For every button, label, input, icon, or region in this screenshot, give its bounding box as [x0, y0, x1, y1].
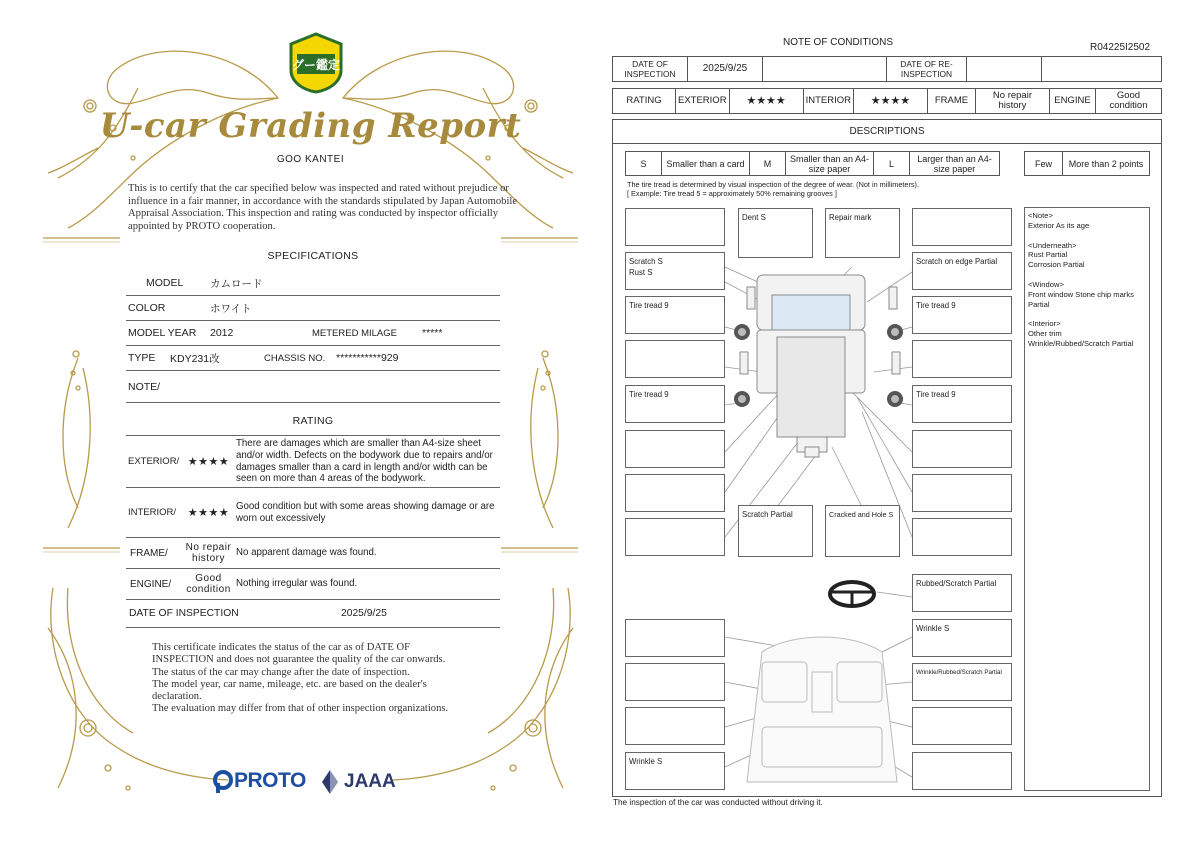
type-label: TYPE	[128, 352, 156, 364]
empty-cell	[763, 57, 887, 82]
color-label: COLOR	[128, 302, 166, 314]
disclaimer-line: INSPECTION and does not guarantee the quality of the car onwards.	[152, 654, 446, 666]
type-value: KDY231改	[170, 352, 220, 365]
report-title: U-car Grading Report	[99, 106, 522, 146]
disclaimer	[152, 642, 492, 716]
legend-m-desc: Smaller than an A4-size paper	[786, 152, 874, 176]
color-value: ホワイト	[210, 302, 252, 315]
rating-label: RATING	[613, 89, 676, 114]
rating-row-interior	[126, 488, 500, 538]
date-of-inspection-value: 2025/9/25	[341, 608, 387, 619]
note-underneath: <Underneath> Rust Partial Corrosion Partial	[1028, 240, 1085, 270]
jaaa-logo	[320, 769, 396, 795]
goo-kantei-badge-icon	[287, 32, 345, 94]
damage-box-empty	[912, 340, 1012, 378]
damage-box-empty	[625, 430, 725, 468]
frame-value: No repair history	[975, 89, 1049, 114]
damage-box-empty	[625, 619, 725, 657]
damage-box-empty	[912, 208, 1012, 246]
damage-box-empty	[625, 340, 725, 378]
date-of-inspection-label: DATE OF INSPECTION	[613, 57, 688, 82]
note-interior: <Interior> Other trim Wrinkle/Rubbed/Scratch Partial	[1028, 319, 1134, 348]
spec-row-model-year	[126, 321, 500, 346]
damage-box-empty	[912, 707, 1012, 745]
legend-l-desc: Larger than an A4-size paper	[910, 152, 1000, 176]
model-year-value: 2012	[210, 327, 234, 339]
damage-box-tire-rear-right: Tire tread 9	[912, 385, 1012, 423]
interior-grade: ★★★★	[187, 507, 230, 519]
rating-row-frame	[126, 538, 500, 569]
damage-box-tire-front-left: Tire tread 9	[625, 296, 725, 334]
size-legend-table	[625, 151, 1000, 176]
spec-row-color	[126, 296, 500, 321]
report-number: R04225I2502	[1090, 42, 1151, 53]
disclaimer-line: The status of the car may change after the date of inspection.	[152, 666, 410, 678]
damage-box-empty	[625, 518, 725, 556]
inspection-footer-note: The inspection of the car was conducted without driving it.	[613, 798, 823, 807]
engine-description: Nothing irregular was found.	[236, 578, 358, 590]
empty-cell	[1042, 57, 1162, 82]
damage-box-tire-rear-left: Tire tread 9	[625, 385, 725, 423]
damage-box-tire-front-right: Tire tread 9	[912, 296, 1012, 334]
rating-row-engine	[126, 569, 500, 600]
damage-box-cracked-hole: Cracked and Hole S	[825, 505, 900, 557]
tire-note-line: The tire tread is determined by visual inspection of the degree of wear. (Not in millimeters).	[627, 180, 920, 189]
steering-wheel-icon	[830, 582, 874, 606]
model-label: MODEL	[146, 277, 184, 289]
engine-label: ENGINE	[1049, 89, 1095, 114]
few-legend-table	[1024, 151, 1150, 176]
legend-l: L	[874, 152, 910, 176]
frame-description: No apparent damage was found.	[236, 547, 377, 559]
engine-grade: Good condition	[186, 573, 231, 595]
disclaimer-line: This certificate indicates the status of the car as of DATE OF	[152, 642, 410, 653]
damage-box-empty	[625, 663, 725, 701]
legend-s-desc: Smaller than a card	[662, 152, 750, 176]
damage-box-scratch-rust: Scratch S Rust S	[625, 252, 725, 290]
proto-logo-icon	[212, 769, 234, 793]
tire-tread-note	[627, 180, 919, 198]
notes-panel	[1024, 207, 1150, 791]
spec-row-note	[126, 371, 500, 403]
exterior-grade: ★★★★	[187, 456, 230, 468]
disclaimer-line: declaration.	[152, 691, 202, 703]
frame-grade: No repair history	[185, 542, 232, 564]
damage-box-empty	[912, 430, 1012, 468]
damage-box-repair-mark: Repair mark	[825, 208, 900, 258]
mileage-label: METERED MILAGE	[312, 327, 397, 339]
exterior-label: EXTERIOR/	[128, 456, 180, 467]
damage-box-wrinkle-s-rear: Wrinkle S	[625, 752, 725, 790]
damage-box-scratch-partial: Scratch Partial	[738, 505, 813, 557]
damage-box-empty	[625, 474, 725, 512]
rating-row-exterior	[126, 435, 500, 488]
damage-box-wrinkle-rubbed-scratch: Wrinkle/Rubbed/Scratch Partial	[912, 663, 1012, 701]
rating-table	[612, 88, 1162, 114]
spec-row-model	[126, 271, 500, 296]
damage-box-empty	[912, 518, 1012, 556]
date-of-reinspection-label: DATE OF RE-INSPECTION	[887, 57, 967, 82]
rating-row-date	[126, 600, 500, 628]
interior-value: ★★★★	[853, 89, 927, 114]
jaaa-logo-icon	[320, 769, 340, 795]
chassis-value: ***********929	[336, 352, 399, 364]
proto-logo-text: PROTO	[234, 769, 306, 792]
interior-label: INTERIOR/	[128, 507, 177, 518]
note-window: <Window> Front window Stone chip marks Partial	[1028, 279, 1134, 309]
damage-box-dent: Dent S	[738, 208, 813, 258]
damage-box-empty	[625, 707, 725, 745]
inspection-date-table	[612, 56, 1162, 82]
certification-statement: This is to certify that the car specified below was inspected and rated without prejudice or influence in a fair manner, in accordance with the standards stipulated by Japan Automobile Appraisal Association. This inspection and rating was conducted by inspector officially appointed by PROTO cooperation.	[128, 183, 518, 232]
note-exterior: <Note> Exterior As its age	[1028, 211, 1090, 230]
legend-s: S	[626, 152, 662, 176]
damage-box-empty	[912, 474, 1012, 512]
engine-label: ENGINE/	[130, 578, 172, 590]
model-year-label: MODEL YEAR	[128, 327, 197, 339]
frame-label: FRAME	[927, 89, 975, 114]
spec-row-type	[126, 346, 500, 371]
tire-note-line: [ Example: Tire tread 5 = approximately 50% remaining grooves ]	[627, 189, 837, 198]
interior-label: INTERIOR	[803, 89, 853, 114]
damage-box-empty	[912, 752, 1012, 790]
goo-kantei-subtitle: GOO KANTEI	[276, 154, 345, 165]
date-of-inspection-label: DATE OF INSPECTION	[129, 608, 239, 619]
model-value: カムロード	[210, 277, 263, 290]
disclaimer-line: The evaluation may differ from that of other inspection organizations.	[152, 703, 449, 715]
damage-box-scratch-edge: Scratch on edge Partial	[912, 252, 1012, 290]
exterior-description: There are damages which are smaller than A4-size sheet and/or width. Defects on the bodywork due to repairs and/or damages smaller than a card in length and/or width can be seen on more than 4 areas of the bodywork.	[236, 438, 493, 485]
frame-label: FRAME/	[130, 547, 168, 559]
rating-title: RATING	[292, 415, 334, 427]
damage-box-empty	[625, 208, 725, 246]
note-of-conditions-title: NOTE OF CONDITIONS	[783, 37, 893, 48]
exterior-label: EXTERIOR	[676, 89, 730, 114]
interior-description: Good condition but with some areas showing damage or are worn out excessively	[236, 500, 495, 524]
disclaimer-line: The model year, car name, mileage, etc. are based on the dealer's	[152, 678, 427, 690]
jaaa-logo-text: JAAA	[344, 771, 396, 792]
grading-certificate	[38, 28, 583, 818]
damage-box-wrinkle-s: Wrinkle S	[912, 619, 1012, 657]
note-label: NOTE/	[128, 380, 161, 393]
date-of-inspection-value: 2025/9/25	[688, 57, 763, 82]
chassis-label: CHASSIS NO.	[264, 352, 326, 364]
date-of-reinspection-value	[967, 57, 1042, 82]
proto-logo	[212, 769, 306, 793]
legend-m: M	[750, 152, 786, 176]
legend-few-desc: More than 2 points	[1063, 152, 1150, 176]
badge-text: グー鑑定	[291, 58, 341, 72]
descriptions-title: DESCRIPTIONS	[612, 119, 1162, 144]
mileage-value: *****	[422, 327, 443, 339]
exterior-value: ★★★★	[729, 89, 803, 114]
damage-box-rubbed-scratch: Rubbed/Scratch Partial	[912, 574, 1012, 612]
legend-few: Few	[1025, 152, 1063, 176]
specifications-title: SPECIFICATIONS	[267, 250, 359, 262]
engine-value: Good condition	[1095, 89, 1161, 114]
